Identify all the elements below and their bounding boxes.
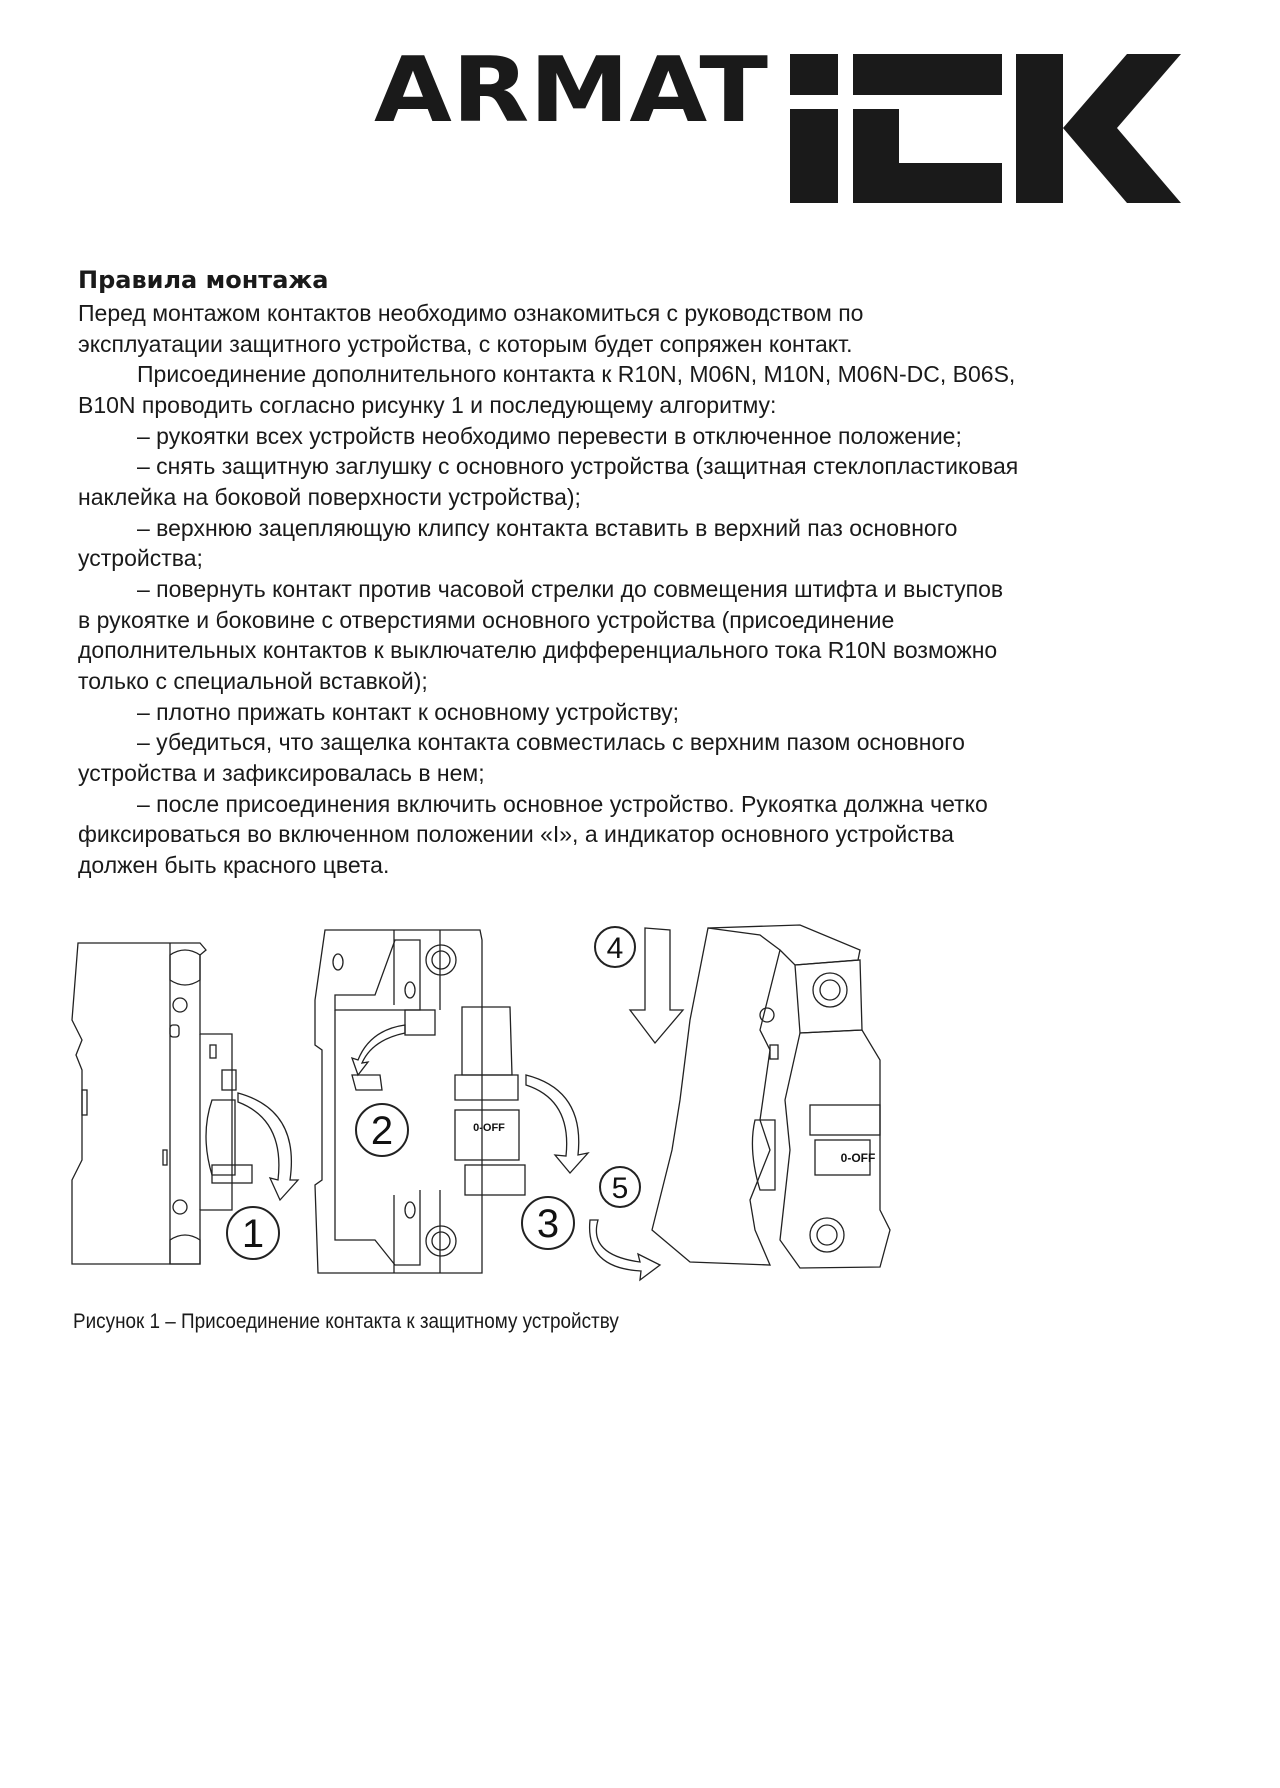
logo-armat-text: ARMAT: [374, 38, 768, 143]
list-item: – снять защитную заглушку с основного устройства (защитная стеклопластиковая: [137, 453, 1019, 479]
breaker-diagram-icon: [60, 915, 940, 1285]
list-item: – после присоединения включить основное устройство. Рукоятка должна четко: [137, 791, 988, 817]
figure-caption: Рисунок 1 – Присоединение контакта к защитному устройству: [73, 1310, 619, 1333]
list-item-continuation: фиксироваться во включенном положении «I», а индикатор основного устройства: [78, 821, 954, 847]
rotate-arrow-5-icon: [590, 1220, 660, 1280]
paragraph-line: Перед монтажом контактов необходимо ознакомиться с руководством по: [78, 300, 864, 326]
breaker-side-drawing: [315, 930, 525, 1273]
list-item-continuation: устройства;: [78, 545, 203, 571]
paragraph-line: эксплуатации защитного устройства, с которым будет сопряжен контакт.: [78, 331, 853, 357]
list-item-continuation: дополнительных контактов к выключателю дифференциального тока R10N возможно: [78, 637, 998, 663]
step-4-label: 4: [606, 932, 624, 965]
step-1-label: 1: [241, 1212, 265, 1256]
list-item-continuation: устройства и зафиксировалась в нем;: [78, 760, 485, 786]
step-3-label: 3: [536, 1202, 560, 1246]
list-item: – рукоятки всех устройств необходимо перевести в отключенное положение;: [137, 423, 962, 449]
step-2-label: 2: [370, 1109, 394, 1153]
list-item: – верхнюю зацепляющую клипсу контакта вставить в верхний паз основного: [137, 515, 958, 541]
paragraph-line: Присоединение дополнительного контакта к R10N, M06N, M10N, M06N-DC, B06S,: [137, 361, 1016, 387]
paragraph-line: B10N проводить согласно рисунку 1 и последующему алгоритму:: [78, 392, 777, 418]
list-item: – убедиться, что защелка контакта совместилась с верхним пазом основного: [137, 729, 965, 755]
assembled-breaker-drawing: [652, 925, 890, 1268]
assembled-handle-label: 0-OFF: [840, 1151, 876, 1165]
logo-icon: [0, 0, 1280, 230]
armat-iek-logo: [0, 0, 1280, 230]
logo-iek-mark: [790, 54, 1181, 203]
handle-position-label: 0-OFF: [473, 1122, 505, 1134]
auxiliary-contact-drawing: [72, 943, 252, 1264]
step-5-label: 5: [611, 1172, 629, 1205]
list-item-continuation: только с специальной вставкой);: [78, 668, 428, 694]
list-item-continuation: наклейка на боковой поверхности устройства);: [78, 484, 581, 510]
list-item: – плотно прижать контакт к основному устройству;: [137, 699, 680, 725]
rotate-arrow-1-icon: [238, 1093, 298, 1200]
press-down-arrow-icon: [630, 928, 683, 1043]
remove-cover-arrow-icon: [352, 1025, 405, 1075]
list-item-continuation: должен быть красного цвета.: [78, 852, 390, 878]
section-title: Правила монтажа: [78, 266, 329, 294]
list-item-continuation: в рукоятке и боковине с отверстиями основного устройства (присоединение: [78, 607, 895, 633]
installation-figure: [60, 915, 940, 1285]
list-item: – повернуть контакт против часовой стрелки до совмещения штифта и выступов: [137, 576, 1004, 602]
rotate-arrow-3-icon: [526, 1075, 588, 1173]
